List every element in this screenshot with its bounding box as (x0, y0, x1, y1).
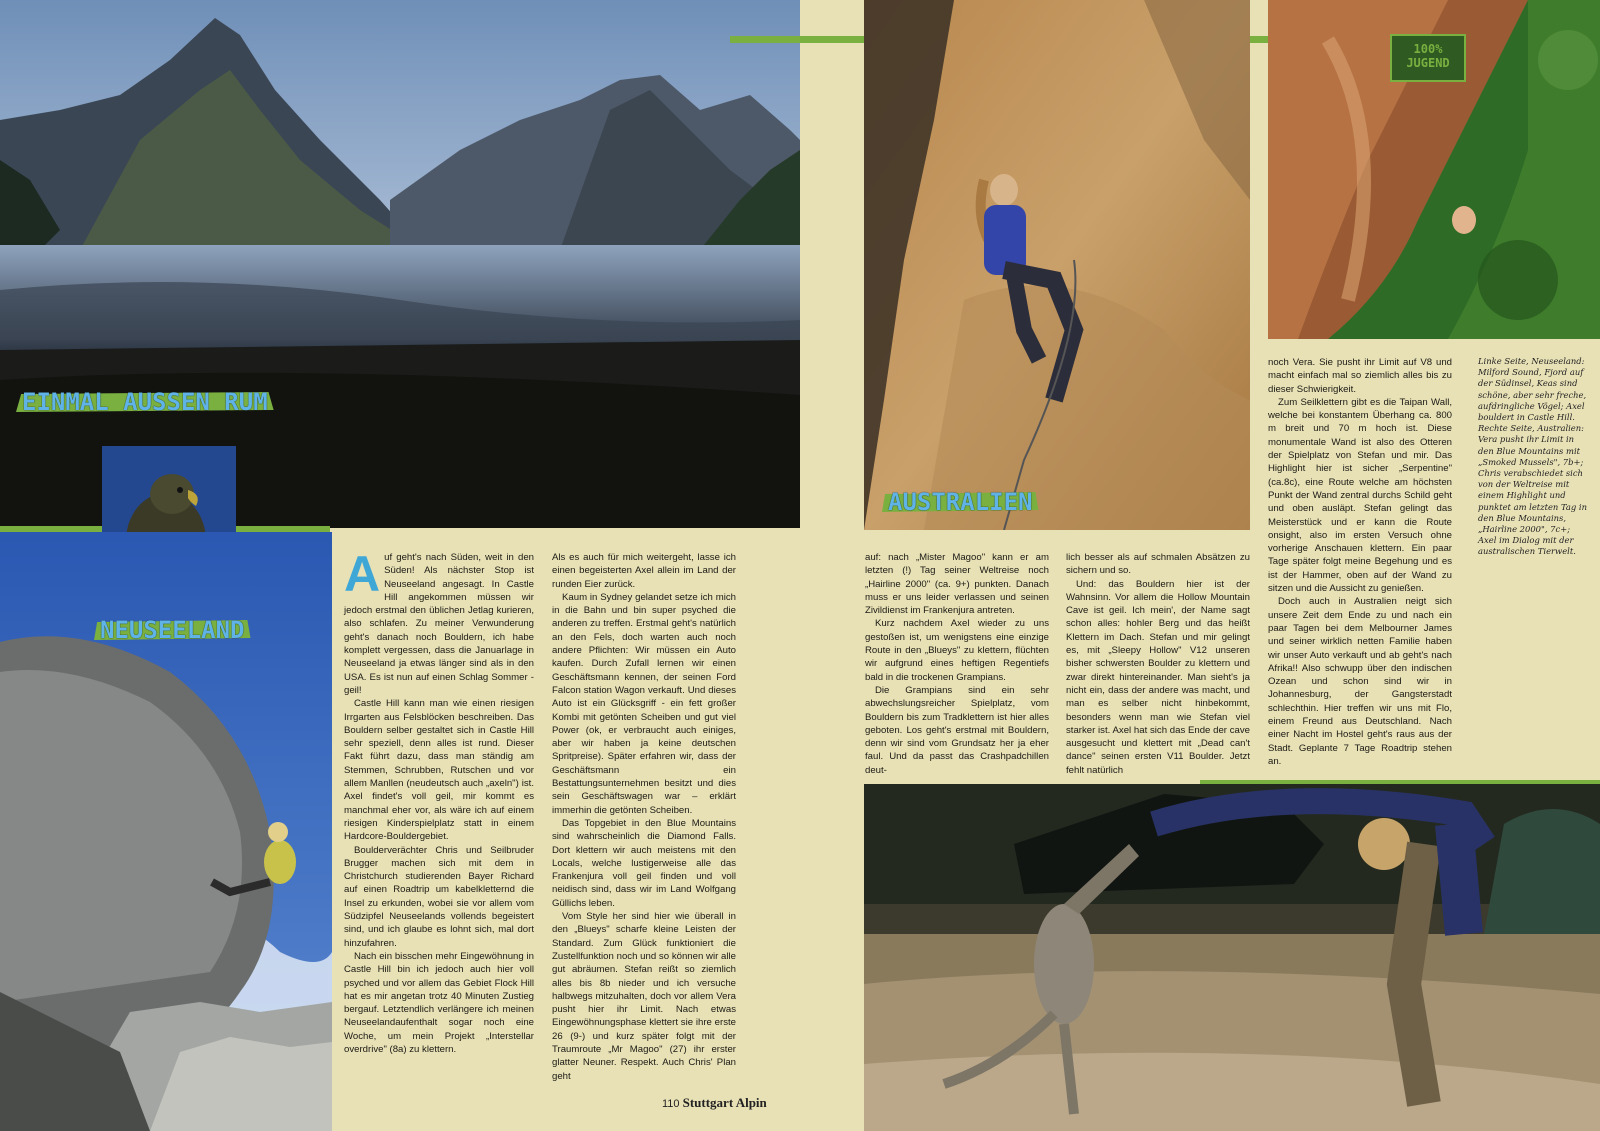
dropcap-a: A (344, 546, 381, 602)
article-column-2 (552, 551, 736, 1082)
col1-paragraph-1 (344, 546, 534, 697)
title-australien-text: AUSTRALIEN (888, 488, 1033, 516)
magazine-name: Stuttgart Alpin (682, 1095, 767, 1110)
col3-paragraph-1: auf: nach „Mister Magoo" kann er am letzten (!) Tag seiner Weltreise noch „Hairline 2000" (ca. 9+) punkten. Danach muss er uns leider verlassen und seinen Zivildienst im Frankenjura antreten. (865, 552, 1049, 617)
col2-paragraph-4: Vom Style her sind hier wie überall in den „Blueys" scharfe kleine Leisten der Standard. Zum Glück funktioniert die Zustellfunktion noch und so können wir alle gut abräumen. Stefan reißt so ziemlich alles bis 8b nieder und ich versuche halbwegs mitzuhalten, doch vor allem Vera pusht hier ihr Limit. Nach etwas Eingewöhnungsphase klettert sie ihre erste 26 (9-) und kurz später folgt mit der Traumroute „Mr Magoo" (27) ihr erster glatter Neuner. Respekt. Auch Chris' Plan geht (552, 911, 736, 1082)
article-column-5 (1268, 356, 1452, 776)
col5-paragraph-1: noch Vera. Sie pusht ihr Limit auf V8 und macht einfach mal so ziemlich alles bis zu dieser Schwierigkeit. (1268, 357, 1452, 395)
col3-paragraph-2: Kurz nachdem Axel wieder zu uns gestoßen ist, um wenigstens eine einzige Route in den „Blueys" zu klettern, flüchten wir aufgrund eines heftigen Regentiefs bald in die trockenen Grampians. (865, 618, 1049, 683)
kangaroo-photo (864, 784, 1600, 1131)
col1-paragraph-3: Boulderverächter Chris und Seilbruder Brugger machen sich mit dem in Christchurch studierenden Bayer Richard auf einen Roadtrip um kabelkletternd die Insel zu erkunden, wobei sie vor allem vom Südzipfel Neuseelands vollends begeistert sind, und ich glaube es lohnt sich, mal dort hinzufahren. (344, 844, 534, 949)
vera-climbing-photo (864, 0, 1250, 530)
col3-paragraph-3: Die Grampians sind ein sehr abwechslungsreicher Spielplatz, vom Bouldern bis zum Tradklettern ist hier alles geboten. Los geht's erstmal mit Bouldern, denn wir sind vom Grundsatz her ja eher faul. Und da passt das Crashpadchillen deut- (865, 684, 1049, 776)
logo-line-1: 100% (1413, 42, 1443, 56)
title-australien (888, 488, 1033, 516)
col5-paragraph-2: Zum Seilklettern gibt es die Taipan Wall, welche bei konstantem Überhang ca. 800 m breit und 70 m hoch ist. Diese monumentale Wand ist also des Otteren der Spielplatz von Stefan und mir. Das Highlight hier ist sicher „Serpentine" (ca.8c), eine Route welche am höchsten Punkt der Wand zentral durchs Schild geht und oben ausläpt. Stefan gelingt das Meisterstück und er kann die Route onsight, also im ersten Versuch ohne vorherige Anschauen klettern. Ein paar Tage später folgt meine Begehung und es ist der Hammer, oben auf der Wand zu sitzen und die Aussicht zu genießen. (1268, 396, 1452, 595)
photo-caption: Linke Seite, Neuseeland: Milford Sound, Fjord auf der Südinsel, Keas sind schöne, aber sehr freche, aufdringliche Vögel; Axel bouldert in Castle Hill. Rechte Seite, Australien: Vera pusht ihr Limit in den Blue Mountains mit „Smoked Mussels", 7b+; Chris verabschiedet sich von der Weltreise mit einem Highlight und punktet am letzten Tag in den Blue Mountains, „Hairline 2000", 7c+; Axel im Dialog mit der australischen Tierwelt. (1478, 356, 1587, 557)
article-column-3 (865, 551, 1049, 776)
col1-paragraph-2: Castle Hill kann man wie einen riesigen Irrgarten aus Felsblöcken beschreiben. Das Bouldern selber gestaltet sich in Castle Hill sehr speziell, denn alles ist rund. Dieser Fakt führt dazu, dass man ständig am Stemmen, Schrubben, Rutschen und vor allem Manllen (neudeutsch auch „axeln") ist. Axel findet's voll geil, mir kommt es manchmal eher vor, als wäre ich auf einem riesigen Kinderspielplatz statt in einem Hardcore-Bouldergebiet. (344, 698, 534, 843)
title-neuseeland (100, 616, 245, 644)
article-column-4 (1066, 551, 1250, 776)
title-einmal-aussen-rum (22, 388, 268, 416)
col4-paragraph-1: lich besser als auf schmalen Absätzen zu sichern und so. (1066, 552, 1250, 577)
article-column-1 (344, 546, 534, 1071)
col2-paragraph-1: Als es auch für mich weitergeht, lasse ich einen begeisterten Axel allein im Land der runden Eier zurück. (552, 552, 736, 590)
page-number: 110 (662, 1098, 680, 1110)
col5-paragraph-3: Doch auch in Australien neigt sich unsere Zeit dem Ende zu und nach ein paar Tagen bei dem Melbourner James und seiner wirklich netten Familie haben wir unser Auto verkauft und ab geht's nach Afrika!! Also schwupp über den indischen Ozean und schon sind wir in Johannesburg, der Gangsterstadt schlechthin. Hier treffen wir uns mit Flo, einem Freund aus Deutschland. Nach einer Nacht im Hostel geht's raus aus der Stadt. Geplante 7 Tage Roadtrip stehen an. (1268, 596, 1452, 767)
title-einmal-text: EINMAL AUSSEN RUM (22, 388, 268, 416)
col1-paragraph-4: Nach ein bisschen mehr Eingewöhnung in Castle Hill bin ich jedoch auch hier voll psyched und vor allem das Gebiet Flock Hill hat es mir angetan trotz 40 Minuten Zustieg bergauf. Letztendlich verlängere ich meinen Neuseelandaufenthalt sogar noch eine Woche, um mein Projekt „Interstellar overdrive" (8a) zu klettern. (344, 950, 534, 1055)
col2-paragraph-2: Kaum in Sydney gelandet setze ich mich in die Bahn und bin super psyched die anderen zu treffen. Erstmal geht's natürlich an den Fels, doch warten auch noch andere Pflichten: Wir müssen ein Auto kaufen. Durch Zufall lernen wir einen Geschäftsmann kennen, der seinen Ford Falcon station Wagon verkauft. Und dieses Auto ist ein Glücksgriff - ein fett großer Kombi mit getönten Scheiben und gut viel Power (ok, er verbraucht auch einiges, aber wir haben ja keine deutschen Spritpreise). Später erfahren wir, dass der Geschäftsmann ein Bestattungsunternehmen besitzt und dies sein Geschäftswagen war – erklärt immerhin die getönten Scheiben. (552, 591, 736, 816)
col1-p1-text: uf geht's nach Süden, weit in den Süden! Als nächster Stop ist Neuseeland angesagt. In Castle Hill angekommen müssen wir jedoch erstmal den üblichen Jetlag kurieren, also schlafen. Zu meiner Verwunderung geht's danach noch Bouldern, ich habe komplett vergessen, dass die Januarlage in Neuseeland ja etwas länger sind als in den USA. Es ist nun auf einen Schlag Sommer -geil! (344, 552, 534, 696)
page-footer (662, 1095, 767, 1111)
title-neuseeland-text: NEUSEELAND (100, 616, 245, 644)
jugend-logo (1390, 34, 1466, 82)
col2-paragraph-3: Das Topgebiet in den Blue Mountains sind wahrscheinlich die Diamond Falls. Dort klettern wir auch meistens mit den Locals, welche lustigerweise alle das Frankenjura voll geil finden und voll neidisch sind, dass wir im Land Wolfgang Güllichs leben. (552, 817, 736, 909)
logo-line-2: JUGEND (1406, 56, 1450, 70)
col4-paragraph-2: Und: das Bouldern hier ist der Wahnsinn. Vor allem die Hollow Mountain Cave ist geil. Ich mein', der Name sagt schon alles: hohler Berg und das heißt Klettern im Dach. Stefan und mir gelingt es, mit „Sleepy Hollow" V12 unseren bisher schwersten Boulder zu klettern und zwar direkt hintereinander. Man sieht's ja nicht ein, dass der andere was macht, und man es selber nicht hinbekommt, besonders wenn man wie Stefan viel starker ist. Axel hat sich das Ende der cave ausgesucht und klettert mit „Dead can't dance" seinen ersten V11 Boulder. Jetzt fehlt natürlich (1066, 578, 1250, 776)
